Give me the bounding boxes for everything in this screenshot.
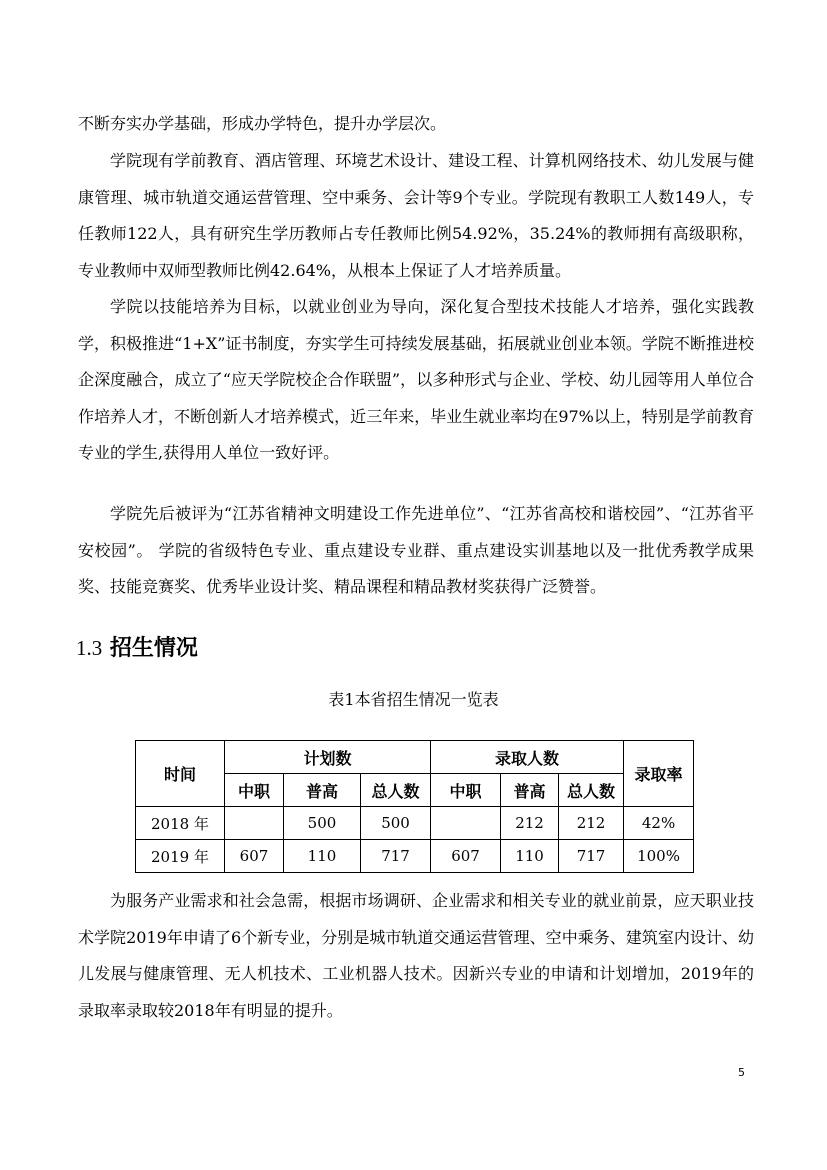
table-caption: 表1本省招生情况一览表 xyxy=(328,690,499,709)
table-cell: 717 xyxy=(559,840,624,873)
table-cell: 42% xyxy=(624,807,694,840)
header-admit: 录取人数 xyxy=(431,741,624,774)
table-cell: 500 xyxy=(284,807,361,840)
section-title: 招生情况 xyxy=(109,635,198,661)
header-rate: 录取率 xyxy=(624,741,694,807)
subheader-cell: 普高 xyxy=(284,774,361,807)
paragraph-honors: 学院先后被评为“江苏省精神文明建设工作先进单位”、“江苏省高校和谐校园”、“江苏省平安校园”。 学院的省级特色专业、重点建设专业群、重点建设实训基地以及一批优秀教学成果奖、技能竞赛奖、优秀毕业设计奖、精品课程和精品教材奖获得广泛赞誉。 xyxy=(78,504,754,596)
subheader-cell: 普高 xyxy=(501,774,559,807)
table-cell: 212 xyxy=(559,807,624,840)
table-row xyxy=(136,807,694,840)
section-number: 1.3 xyxy=(76,636,103,660)
table-cell: 607 xyxy=(225,840,284,873)
subheader-cell: 中职 xyxy=(431,774,501,807)
table-cell: 110 xyxy=(501,840,559,873)
paragraph-new-majors: 为服务产业需求和社会急需，根据市场调研、企业需求和相关专业的就业前景，应天职业技术学院2019年申请了6个新专业，分别是城市轨道交通运营管理、空中乘务、建筑室内设计、幼儿发展与健康管理、无人机技术、工业机器人技术。因新兴专业的申请和计划增加，2019年的录取率录取较2018年有明显的提升。 xyxy=(78,891,754,1020)
table-cell: 2018 年 xyxy=(136,807,225,840)
table-row xyxy=(136,840,694,873)
paragraph-majors-faculty: 学院现有学前教育、酒店管理、环境艺术设计、建设工程、计算机网络技术、幼儿发展与健康管理、城市轨道交通运营管理、空中乘务、会计等9个专业。学院现有教职工人数149人，专任教师122人，具有研究生学历教师占专任教师比例54.92%，35.24%的教师拥有高级职称，专业教师中双师型教师比例42.64%，从根本上保证了人才培养质量。 xyxy=(78,151,754,280)
header-time: 时间 xyxy=(136,741,225,807)
table-cell: 2019 年 xyxy=(136,840,225,873)
subheader-cell: 中职 xyxy=(225,774,284,807)
table-cell: 500 xyxy=(361,807,431,840)
header-plan: 计划数 xyxy=(225,741,431,774)
subheader-cell: 总人数 xyxy=(361,774,431,807)
table-cell xyxy=(431,807,501,840)
page-number: 5 xyxy=(738,1066,745,1079)
table-cell: 100% xyxy=(624,840,694,873)
section-heading xyxy=(76,628,198,668)
table-cell xyxy=(225,807,284,840)
enrollment-table xyxy=(135,740,694,873)
table-cell: 607 xyxy=(431,840,501,873)
table-cell: 212 xyxy=(501,807,559,840)
paragraph-intro-tail: 不断夯实办学基础，形成办学特色，提升办学层次。 xyxy=(78,114,447,133)
table-cell: 110 xyxy=(284,840,361,873)
table-cell: 717 xyxy=(361,840,431,873)
subheader-cell: 总人数 xyxy=(559,774,624,807)
paragraph-skills-training: 学院以技能培养为目标，以就业创业为导向，深化复合型技术技能人才培养，强化实践教学，积极推进“1+X”证书制度，夯实学生可持续发展基础，拓展就业创业本领。学院不断推进校企深度融合，成立了“应天学院校企合作联盟”，以多种形式与企业、学校、幼儿园等用人单位合作培养人才，不断创新人才培养模式，近三年来，毕业生就业率均在97%以上，特别是学前教育专业的学生,获得用人单位一致好评。 xyxy=(78,297,754,462)
